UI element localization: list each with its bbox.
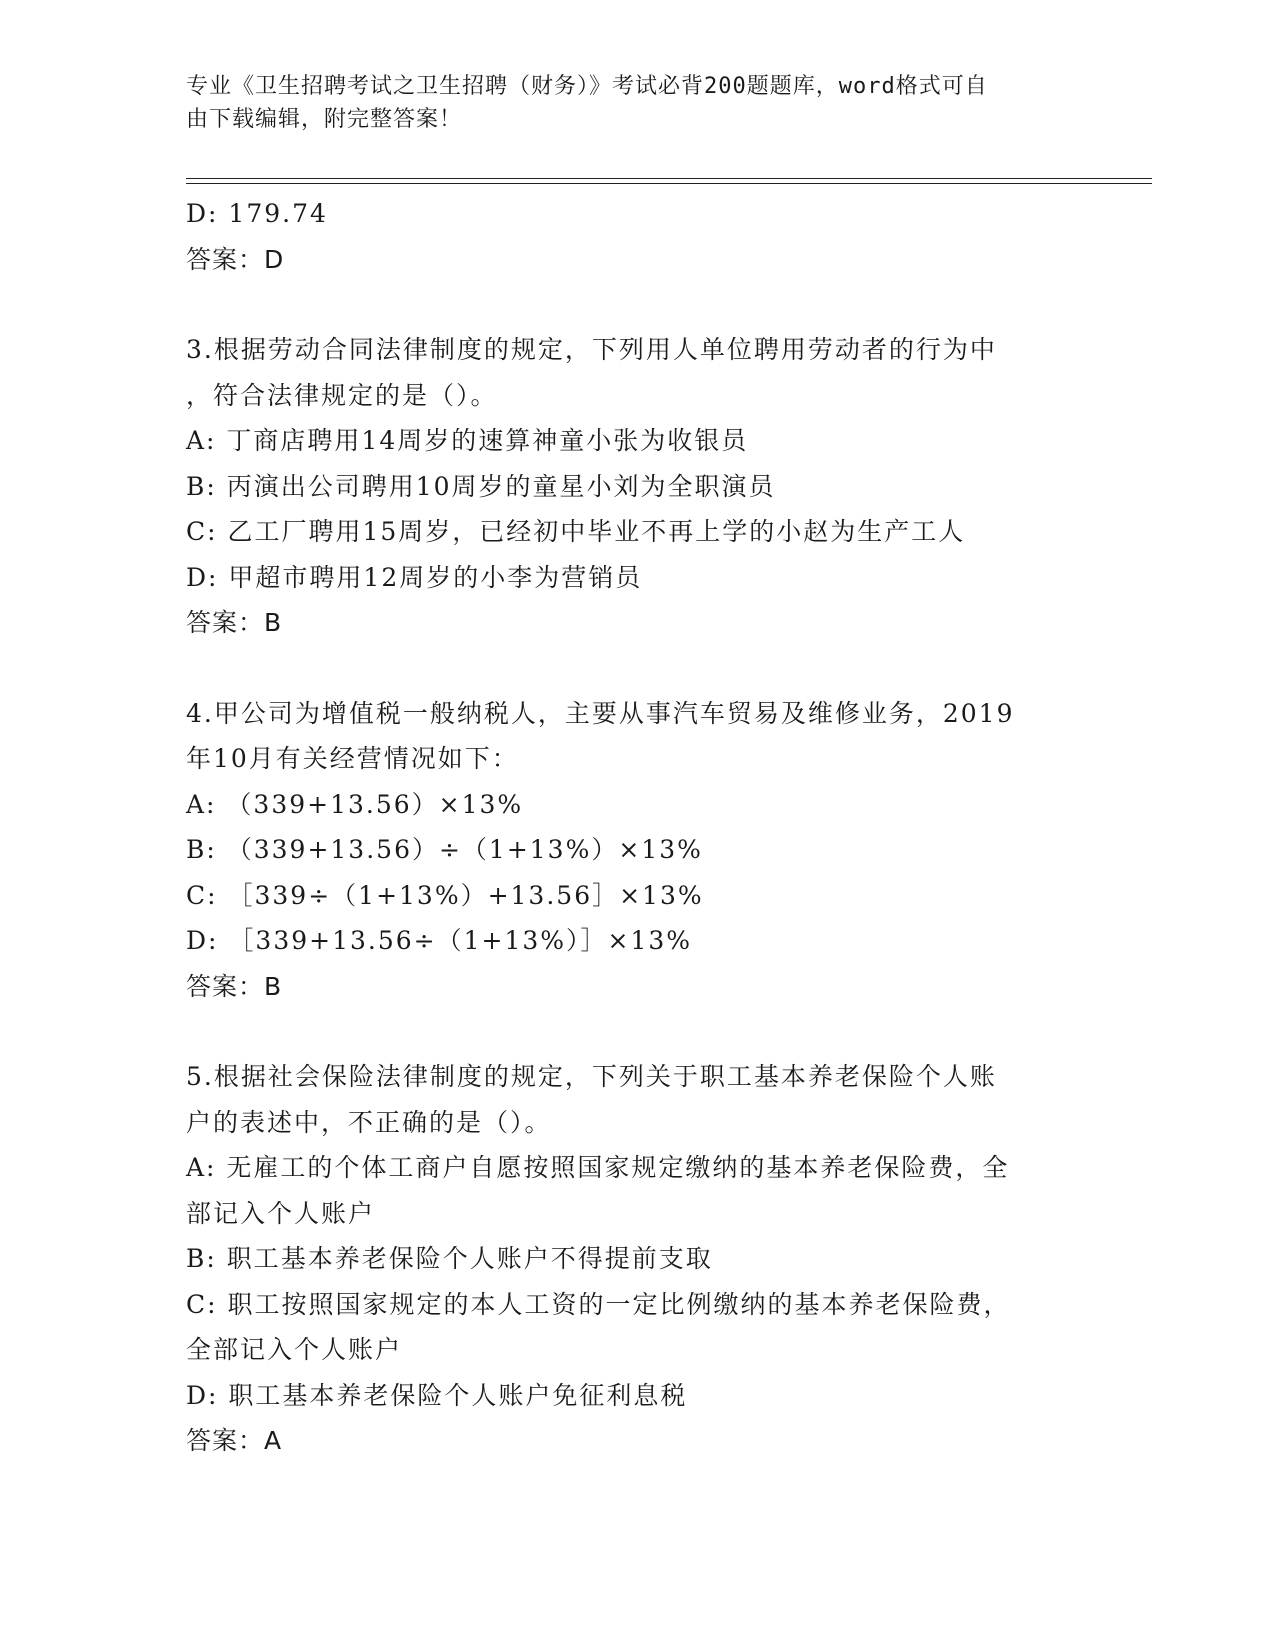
answer-line: 答案：B bbox=[186, 971, 283, 1001]
option-d: D: 179.74 bbox=[186, 199, 328, 228]
header-line-2: 由下载编辑，附完整答案！ bbox=[186, 107, 463, 132]
question-4 bbox=[186, 691, 1076, 1010]
option-a-line-1: A: 无雇工的个体工商户自愿按照国家规定缴纳的基本养老保险费，全 bbox=[186, 1153, 1010, 1182]
question-3 bbox=[186, 327, 1076, 646]
option-c: C: 乙工厂聘用15周岁，已经初中毕业不再上学的小赵为生产工人 bbox=[186, 517, 966, 546]
answer-line: 答案：D bbox=[186, 244, 285, 274]
answer-line: 答案：B bbox=[186, 608, 283, 637]
question-stem-line-2: ，符合法律规定的是（）。 bbox=[186, 380, 498, 410]
option-d: D: 甲超市聘用12周岁的小李为营销员 bbox=[186, 562, 643, 592]
answer-line: 答案：A bbox=[186, 1426, 283, 1455]
option-d: D: 职工基本养老保险个人账户免征利息税 bbox=[186, 1380, 688, 1410]
question-list bbox=[186, 191, 1076, 1464]
option-c: C: ［339÷（1+13%）+13.56］×13% bbox=[186, 880, 704, 910]
option-a: A: （339+13.56）×13% bbox=[186, 789, 524, 819]
question-stem-line-2: 年10月有关经营情况如下： bbox=[186, 744, 519, 773]
header-divider-bottom bbox=[186, 183, 1152, 184]
question-stem-line-1: 4.甲公司为增值税一般纳税人，主要从事汽车贸易及维修业务，2019 bbox=[186, 698, 1015, 728]
option-b: B: 职工基本养老保险个人账户不得提前支取 bbox=[186, 1244, 713, 1273]
option-a: A: 丁商店聘用14周岁的速算神童小张为收银员 bbox=[186, 426, 749, 455]
document-header bbox=[186, 70, 1066, 136]
option-c-line-2: 全部记入个人账户 bbox=[186, 1335, 403, 1364]
option-a-line-2: 部记入个人账户 bbox=[186, 1198, 376, 1228]
header-divider-top bbox=[186, 178, 1152, 179]
question-stem-line-1: 3.根据劳动合同法律制度的规定，下列用人单位聘用劳动者的行为中 bbox=[186, 335, 997, 364]
previous-question-tail bbox=[186, 191, 1076, 282]
option-d: D: ［339+13.56÷（1+13%）］×13% bbox=[186, 926, 693, 955]
question-5 bbox=[186, 1054, 1076, 1464]
option-b: B: （339+13.56）÷（1+13%）×13% bbox=[186, 835, 703, 864]
option-b: B: 丙演出公司聘用10周岁的童星小刘为全职演员 bbox=[186, 471, 776, 501]
question-stem-line-2: 户的表述中，不正确的是（）。 bbox=[186, 1107, 552, 1137]
question-stem-line-1: 5.根据社会保险法律制度的规定，下列关于职工基本养老保险个人账 bbox=[186, 1062, 997, 1091]
header-line-1: 专业《卫生招聘考试之卫生招聘（财务）》考试必背200题题库，word格式可自 bbox=[186, 74, 988, 99]
option-c-line-1: C: 职工按照国家规定的本人工资的一定比例缴纳的基本养老保险费， bbox=[186, 1289, 1011, 1319]
